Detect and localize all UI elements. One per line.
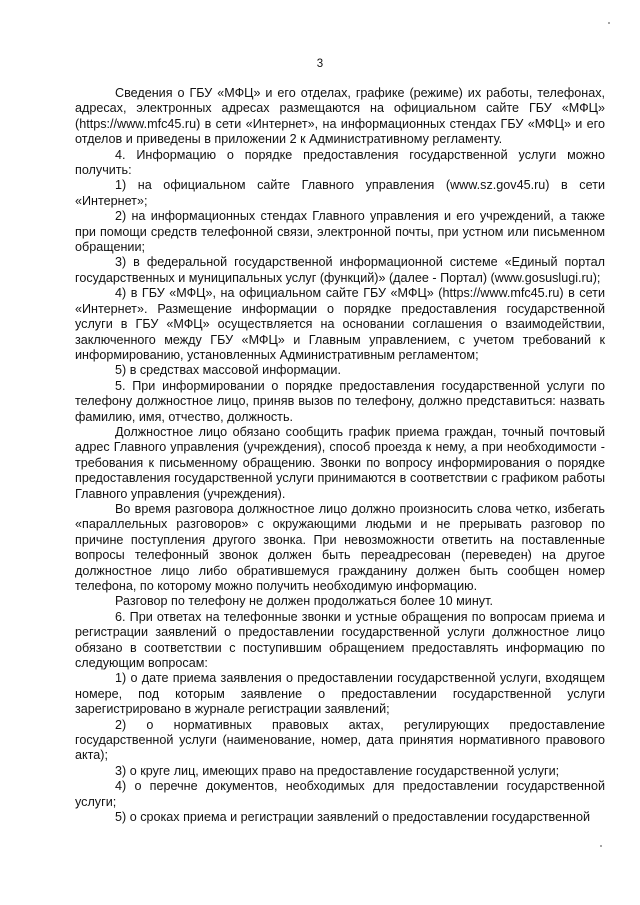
document-body bbox=[75, 86, 605, 826]
paragraph-mfc-info: Сведения о ГБУ «МФЦ» и его отделах, графике (режиме) их работы, телефонах, адресах, электронных адресах размещаются на официальном сайте ГБУ «МФЦ» (https://www.mfc45.ru) в сети «Интернет», на информационных стендах ГБУ «МФЦ» и его отделов и приведены в приложении 2 к Административному регламенту. bbox=[75, 86, 605, 147]
list-item-6-3: 3) о круге лиц, имеющих право на предоставление государственной услуги; bbox=[115, 763, 560, 778]
list-item-6-5: 5) о сроках приема и регистрации заявлений о предоставлении государственной bbox=[115, 810, 591, 825]
list-item-6-4: 4) о перечне документов, необходимых для предоставлении государственной услуги; bbox=[75, 779, 605, 809]
paragraph-4-intro: 4. Информацию о порядке предоставления государственной услуги можно получить: bbox=[75, 147, 605, 178]
scan-speck bbox=[608, 22, 610, 24]
list-item-6-2: 2) о нормативных правовых актах, регулирующих предоставление государственной услуги (наименование, номер, дата принятия нормативного правового акта); bbox=[75, 717, 605, 763]
paragraph-6-intro: 6. При ответах на телефонные звонки и устные обращения по вопросам приема и регистрации заявлений о предоставлении государственной услуги должностное лицо обязано в соответствии с поступившим обращением предоставлять информацию по следующим вопросам: bbox=[75, 609, 605, 671]
page-number: 3 bbox=[316, 58, 324, 70]
paragraph-5-duration: Разговор по телефону не должен продолжаться более 10 минут. bbox=[115, 594, 493, 609]
paragraph-5-conversation: Во время разговора должностное лицо должно произносить слова четко, избегать «параллельных разговоров» с окружающими людьми и не прерывать разговор по причине поступления другого звонка. При невозможности ответить на поставленные вопросы телефонный звонок должен быть переадресован (переведен) на другое должностное лицо либо обратившемуся гражданину должен быть сообщен номер телефона, по которому можно получить необходимую информацию. bbox=[75, 501, 605, 593]
list-item-4-4: 4) в ГБУ «МФЦ», на официальном сайте ГБУ «МФЦ» (https://www.mfc45.ru) в сети «Интернет». Размещение информации о порядке предоставления государственной услуги в ГБУ «МФЦ» осуществляется на основании соглашения о взаимодействии, заключенного между ГБУ «МФЦ» и Главным управлением, с учетом требований к информированию, установленных Административным регламентом; bbox=[75, 286, 605, 362]
paragraph-5-intro: 5. При информировании о порядке предоставления государственной услуги по телефону должностное лицо, приняв вызов по телефону, должно представиться: назвать фамилию, имя, отчество, должность. bbox=[75, 378, 605, 424]
list-item-4-3: 3) в федеральной государственной информационной системе «Единый портал государственных и муниципальных услуг (функций)» (далее - Портал) (www.gosuslugi.ru); bbox=[75, 255, 605, 285]
list-item-4-5: 5) в средствах массовой информации. bbox=[115, 363, 341, 378]
list-item-6-1: 1) о дате приема заявления о предоставлении государственной услуги, входящем номере, под которым заявление о предоставлении государственной услуги зарегистрировано в журнале регистрации заявлений; bbox=[75, 671, 605, 717]
list-item-4-2: 2) на информационных стендах Главного управления и его учреждений, а также при помощи средств телефонной связи, электронной почты, при устном или письменном обращении; bbox=[75, 209, 605, 255]
list-item-4-1: 1) на официальном сайте Главного управления (www.sz.gov45.ru) в сети «Интернет»; bbox=[75, 178, 605, 208]
paragraph-5-schedule: Должностное лицо обязано сообщить график приема граждан, точный почтовый адрес Главного управления (учреждения), способ проезда к нему, а при необходимости - требования к письменному обращению. Звонки по вопросу информирования о порядке предоставления государственной услуги принимаются в соответствии с графиком работы Главного управления (учреждения). bbox=[75, 424, 605, 501]
scan-speck bbox=[600, 845, 602, 847]
